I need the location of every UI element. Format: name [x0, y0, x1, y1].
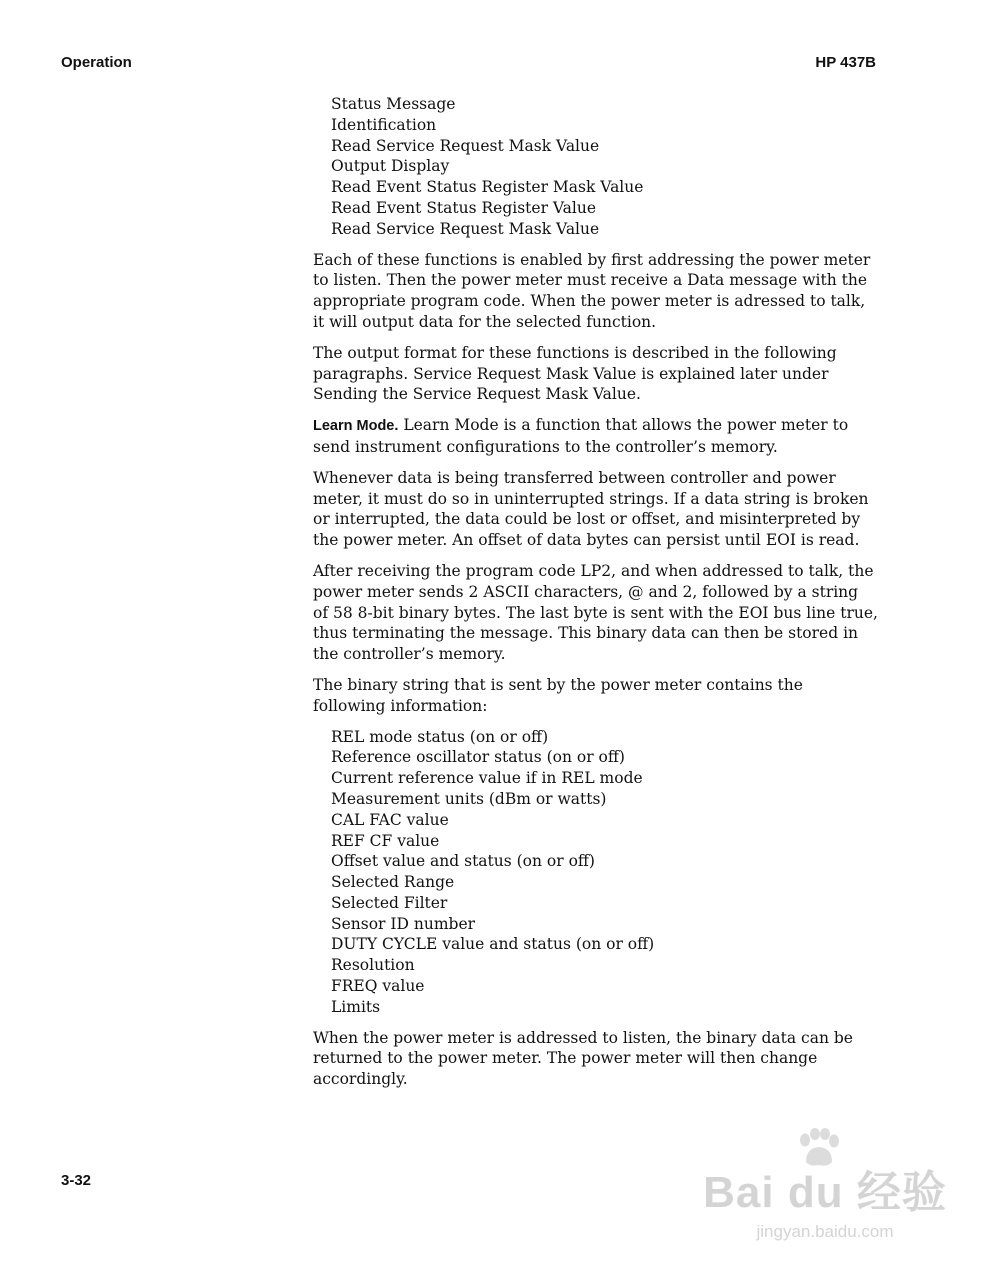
learn-mode-heading: Learn Mode.	[313, 418, 399, 435]
list-item: REF CF value	[331, 831, 440, 850]
list-item: Identification	[331, 115, 437, 134]
list-item: Selected Filter	[331, 893, 448, 912]
page-number: 3-32	[61, 1172, 92, 1189]
list-item: DUTY CYCLE value and status (on or off)	[331, 935, 655, 954]
paragraph-binary-string: The binary string that is sent by the power meter contains the following information:	[313, 675, 803, 715]
list-item: REL mode status (on or off)	[331, 727, 549, 746]
list-item: Measurement units (dBm or watts)	[331, 789, 607, 808]
learn-mode-text: Learn Mode is a function that allows the power meter to send instrument configurations to the controller’s memory.	[313, 416, 849, 456]
list-item: Output Display	[331, 157, 450, 176]
list-item: Resolution	[331, 956, 415, 975]
list-item: Read Event Status Register Mask Value	[331, 178, 644, 197]
function-list	[331, 94, 878, 240]
list-item: FREQ value	[331, 977, 425, 996]
paw-icon	[796, 1128, 840, 1168]
watermark-url: jingyan.baidu.com	[756, 1222, 894, 1241]
paragraph-data-transfer: Whenever data is being transferred between controller and power meter, it must do so in uninterrupted strings. If a data string is broken or interrupted, the data could be lost or offset, and misinterpreted by the power meter. An offset of data bytes can persist until EOI is read.	[313, 468, 869, 550]
list-item: Current reference value if in REL mode	[331, 769, 643, 788]
header-model-name: HP 437B	[815, 54, 876, 71]
list-item: Read Service Request Mask Value	[331, 219, 600, 238]
list-item: Reference oscillator status (on or off)	[331, 748, 625, 767]
list-item: Status Message	[331, 95, 456, 113]
watermark-logo-text: Bai du 经验	[703, 1168, 947, 1217]
header-section-title: Operation	[61, 54, 132, 71]
list-item: Offset value and status (on or off)	[331, 852, 595, 871]
page-body	[313, 94, 878, 1100]
paragraph-learn-mode	[313, 415, 878, 458]
list-item: Read Event Status Register Value	[331, 198, 597, 217]
binary-info-list	[331, 727, 878, 1018]
list-item: Sensor ID number	[331, 914, 476, 933]
paragraph-output-format: The output format for these functions is described in the following paragraphs. Service Request Mask Value is explained later under Sending the Service Request Mask Value.	[313, 343, 837, 404]
list-item: Read Service Request Mask Value	[331, 136, 600, 155]
paragraph-lp2: After receiving the program code LP2, and when addressed to talk, the power meter sends 2 ASCII characters, @ and 2, followed by a string of 58 8-bit binary bytes. The last byte is sent with the EOI bus line true, thus terminating the message. This binary data can then be stored in the controller’s memory.	[313, 561, 878, 664]
list-item: Selected Range	[331, 873, 455, 892]
list-item: Limits	[331, 997, 381, 1016]
paragraph-enable-functions: Each of these functions is enabled by first addressing the power meter to listen. Then the power meter must receive a Data message with the appropriate program code. When the power meter is adressed to talk, it will output data for the selected function.	[313, 250, 871, 331]
paragraph-listen-return: When the power meter is addressed to listen, the binary data can be returned to the power meter. The power meter will then change accordingly.	[313, 1028, 853, 1089]
baidu-watermark	[700, 1128, 950, 1248]
list-item: CAL FAC value	[331, 810, 449, 829]
